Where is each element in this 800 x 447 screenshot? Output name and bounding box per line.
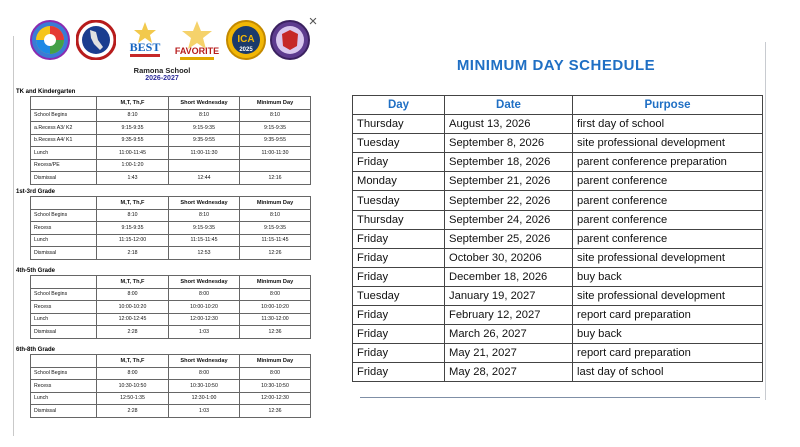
purpose-cell: buy back: [573, 267, 763, 286]
column-header: Minimum Day: [240, 276, 311, 289]
time-cell: [240, 159, 311, 172]
grade-block-6th-8th: [14, 346, 312, 418]
column-header: Short Wednesday: [169, 97, 240, 110]
table-row: [31, 234, 311, 247]
table-row: [353, 267, 763, 286]
row-label: b.Recess A4/ K1: [31, 134, 97, 147]
table-row: [353, 191, 763, 210]
time-cell: 11:15-11:45: [240, 234, 311, 247]
school-year: 2026-2027: [145, 75, 179, 82]
row-label: Recess: [31, 301, 97, 314]
day-cell: Friday: [353, 229, 445, 248]
grade-title: 4th-5th Grade: [16, 268, 56, 274]
favorite-logo: [170, 20, 224, 62]
grade-title: 6th-8th Grade: [16, 347, 56, 353]
bottom-divider: [360, 397, 760, 398]
table-row: [31, 380, 311, 393]
school-name: Ramona School: [133, 66, 191, 75]
time-cell: 9:15-9:35: [97, 222, 169, 235]
date-cell: September 22, 2026: [445, 191, 573, 210]
date-cell: May 28, 2027: [445, 363, 573, 382]
column-header-purpose: Purpose: [573, 96, 763, 115]
svg-text:ICA: ICA: [237, 34, 255, 45]
day-cell: Tuesday: [353, 191, 445, 210]
color-wheel-logo: [30, 20, 70, 60]
day-cell: Monday: [353, 172, 445, 191]
district-seal-logo: [270, 20, 310, 60]
time-cell: 11:15-11:45: [169, 234, 240, 247]
time-cell: 10:00-10:20: [97, 301, 169, 314]
time-cell: 8:10: [97, 209, 169, 222]
time-cell: 12:50-1:35: [97, 392, 169, 405]
time-cell: 1:00-1:20: [97, 159, 169, 172]
column-header: [31, 97, 97, 110]
date-cell: September 25, 2026: [445, 229, 573, 248]
column-header: [31, 276, 97, 289]
logo-strip: [30, 20, 306, 66]
table-row: [31, 247, 311, 260]
date-cell: March 26, 2027: [445, 325, 573, 344]
column-header: M,T, Th,F: [97, 97, 169, 110]
table-row: [353, 153, 763, 172]
close-icon[interactable]: ×: [308, 13, 318, 30]
time-cell: 11:15-12:00: [97, 234, 169, 247]
time-cell: 8:00: [169, 367, 240, 380]
grade-title: TK and Kindergarten: [16, 89, 76, 95]
ica-2025-logo: [226, 20, 266, 60]
time-cell: 8:00: [169, 288, 240, 301]
purpose-cell: report card preparation: [573, 344, 763, 363]
row-label: Dismissal: [31, 172, 97, 185]
time-cell: 8:00: [97, 288, 169, 301]
time-cell: 8:00: [97, 367, 169, 380]
table-row: [353, 325, 763, 344]
purpose-cell: parent conference: [573, 229, 763, 248]
time-cell: 8:10: [169, 109, 240, 122]
time-cell: 12:00-12:30: [169, 313, 240, 326]
column-header: Short Wednesday: [169, 197, 240, 210]
row-label: School Begins: [31, 209, 97, 222]
time-cell: 12:36: [240, 326, 311, 339]
row-label: Lunch: [31, 313, 97, 326]
time-cell: 12:00-12:45: [97, 313, 169, 326]
column-header: Minimum Day: [240, 97, 311, 110]
date-cell: January 19, 2027: [445, 286, 573, 305]
california-seal-logo: [76, 20, 116, 60]
time-cell: 9:35-9:55: [240, 134, 311, 147]
svg-text:2025: 2025: [239, 47, 253, 53]
time-cell: 10:30-10:50: [169, 380, 240, 393]
table-row: [31, 392, 311, 405]
table-row: [31, 222, 311, 235]
table-row: [353, 115, 763, 134]
purpose-cell: last day of school: [573, 363, 763, 382]
purpose-cell: first day of school: [573, 115, 763, 134]
time-cell: 12:36: [240, 405, 311, 418]
table-row: [31, 209, 311, 222]
time-cell: 10:30-10:50: [240, 380, 311, 393]
column-header: M,T, Th,F: [97, 355, 169, 368]
time-cell: 10:00-10:20: [169, 301, 240, 314]
table-row: [31, 134, 311, 147]
purpose-cell: report card preparation: [573, 306, 763, 325]
time-cell: 1:03: [169, 326, 240, 339]
day-cell: Thursday: [353, 210, 445, 229]
time-cell: 2:18: [97, 247, 169, 260]
time-cell: 9:15-9:35: [169, 122, 240, 135]
bell-schedule-table: [30, 275, 311, 339]
time-cell: 11:00-11:45: [97, 147, 169, 160]
best-logo: [124, 20, 166, 60]
row-label: Recess/PE: [31, 159, 97, 172]
time-cell: 9:35-9:55: [97, 134, 169, 147]
date-cell: September 18, 2026: [445, 153, 573, 172]
time-cell: 9:15-9:35: [240, 222, 311, 235]
column-header: Minimum Day: [240, 355, 311, 368]
column-header: Short Wednesday: [169, 355, 240, 368]
day-cell: Friday: [353, 306, 445, 325]
purpose-cell: site professional development: [573, 286, 763, 305]
time-cell: 12:44: [169, 172, 240, 185]
row-label: School Begins: [31, 367, 97, 380]
date-cell: May 21, 2027: [445, 344, 573, 363]
time-cell: [169, 159, 240, 172]
table-row: [31, 288, 311, 301]
date-cell: August 13, 2026: [445, 115, 573, 134]
time-cell: 12:00-12:30: [240, 392, 311, 405]
bell-schedule-table: [30, 354, 311, 418]
purpose-cell: parent conference preparation: [573, 153, 763, 172]
time-cell: 2:28: [97, 326, 169, 339]
time-cell: 8:00: [240, 367, 311, 380]
column-header: M,T, Th,F: [97, 276, 169, 289]
time-cell: 12:16: [240, 172, 311, 185]
table-row: [31, 326, 311, 339]
column-header-day: Day: [353, 96, 445, 115]
purpose-cell: parent conference: [573, 172, 763, 191]
day-cell: Friday: [353, 363, 445, 382]
column-header: [31, 197, 97, 210]
purpose-cell: parent conference: [573, 210, 763, 229]
time-cell: 8:10: [169, 209, 240, 222]
row-label: School Begins: [31, 288, 97, 301]
day-cell: Tuesday: [353, 286, 445, 305]
time-cell: 8:00: [240, 288, 311, 301]
table-row: [353, 344, 763, 363]
table-row: [31, 159, 311, 172]
time-cell: 10:30-10:50: [97, 380, 169, 393]
purpose-cell: parent conference: [573, 191, 763, 210]
day-cell: Friday: [353, 267, 445, 286]
day-cell: Friday: [353, 153, 445, 172]
table-row: [353, 363, 763, 382]
grade-block-4th-5th: [14, 267, 312, 339]
table-row: [353, 134, 763, 153]
row-label: a.Recess A3/ K2: [31, 122, 97, 135]
time-cell: 1:43: [97, 172, 169, 185]
column-header-date: Date: [445, 96, 573, 115]
time-cell: 12:26: [240, 247, 311, 260]
day-cell: Friday: [353, 248, 445, 267]
date-cell: February 12, 2027: [445, 306, 573, 325]
time-cell: 12:30-1:00: [169, 392, 240, 405]
table-row: [31, 147, 311, 160]
table-row: [31, 122, 311, 135]
time-cell: 9:15-9:35: [240, 122, 311, 135]
table-row: [31, 367, 311, 380]
table-row: [353, 286, 763, 305]
row-label: Recess: [31, 222, 97, 235]
time-cell: 11:30-12:00: [240, 313, 311, 326]
time-cell: 8:10: [240, 209, 311, 222]
table-row: [353, 248, 763, 267]
grade-block-1st-3rd: [14, 188, 312, 260]
row-label: School Begins: [31, 109, 97, 122]
row-label: Lunch: [31, 234, 97, 247]
row-label: Dismissal: [31, 405, 97, 418]
column-header: Short Wednesday: [169, 276, 240, 289]
row-label: Dismissal: [31, 247, 97, 260]
table-row: [353, 306, 763, 325]
row-label: Recess: [31, 380, 97, 393]
date-cell: September 21, 2026: [445, 172, 573, 191]
day-cell: Thursday: [353, 115, 445, 134]
time-cell: 2:28: [97, 405, 169, 418]
time-cell: 8:10: [240, 109, 311, 122]
column-header: [31, 355, 97, 368]
purpose-cell: buy back: [573, 325, 763, 344]
time-cell: 9:15-9:35: [169, 222, 240, 235]
grade-title: 1st-3rd Grade: [16, 189, 56, 195]
column-header: M,T, Th,F: [97, 197, 169, 210]
time-cell: 11:00-11:30: [240, 147, 311, 160]
table-row: [353, 172, 763, 191]
date-cell: October 30, 20206: [445, 248, 573, 267]
grade-block-tk-k: [14, 88, 312, 185]
minimum-day-title: MINIMUM DAY SCHEDULE: [456, 57, 656, 74]
table-header-row: [31, 276, 311, 289]
table-header-row: [353, 96, 763, 115]
minimum-day-table: [352, 95, 763, 382]
time-cell: 1:03: [169, 405, 240, 418]
table-row: [31, 172, 311, 185]
bell-schedule-document: [14, 6, 318, 438]
time-cell: 11:00-11:30: [169, 147, 240, 160]
table-row: [31, 405, 311, 418]
time-cell: 12:53: [169, 247, 240, 260]
table-row: [353, 229, 763, 248]
table-row: [353, 210, 763, 229]
date-cell: September 8, 2026: [445, 134, 573, 153]
table-row: [31, 301, 311, 314]
row-label: Lunch: [31, 147, 97, 160]
table-header-row: [31, 97, 311, 110]
purpose-cell: site professional development: [573, 248, 763, 267]
svg-text:BEST: BEST: [129, 40, 161, 54]
purpose-cell: site professional development: [573, 134, 763, 153]
svg-text:FAVORITE: FAVORITE: [174, 46, 220, 56]
day-cell: Friday: [353, 344, 445, 363]
table-row: [31, 109, 311, 122]
bell-schedule-table: [30, 196, 311, 260]
panel-edge: [765, 42, 766, 400]
row-label: Lunch: [31, 392, 97, 405]
time-cell: 9:15-9:35: [97, 122, 169, 135]
time-cell: 10:00-10:20: [240, 301, 311, 314]
column-header: Minimum Day: [240, 197, 311, 210]
day-cell: Friday: [353, 325, 445, 344]
time-cell: 9:35-9:55: [169, 134, 240, 147]
bell-schedule-table: [30, 96, 311, 185]
table-row: [31, 313, 311, 326]
table-header-row: [31, 355, 311, 368]
date-cell: September 24, 2026: [445, 210, 573, 229]
row-label: Dismissal: [31, 326, 97, 339]
time-cell: 8:10: [97, 109, 169, 122]
day-cell: Tuesday: [353, 134, 445, 153]
date-cell: December 18, 2026: [445, 267, 573, 286]
table-header-row: [31, 197, 311, 210]
